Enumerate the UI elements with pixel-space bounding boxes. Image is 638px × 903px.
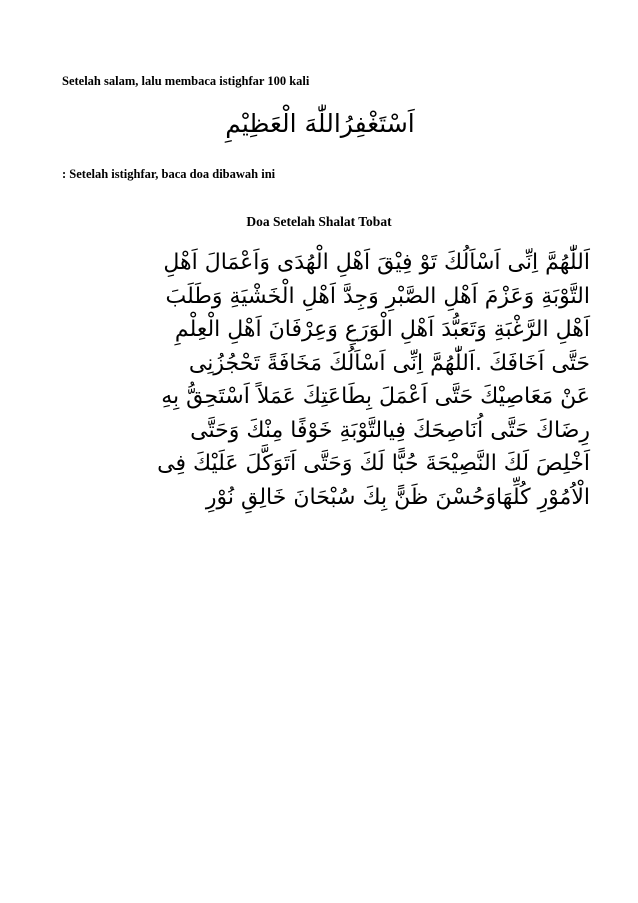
istighfar-arabic-text: اَسْتَغْفِرُاللّٰهَ الْعَظِيْمِ: [225, 109, 415, 138]
doa-arabic-text: [60, 246, 590, 514]
doa-title: Doa Setelah Shalat Tobat: [246, 214, 392, 229]
doa-line-7: اَخْلِصَ لَكَ النَّصِيْحَةَ حُبًّا لَكَ وَحَتَّى اَتَوَكَّلَ عَلَيْكَ فِى: [157, 451, 590, 476]
intro-instruction: Setelah salam, lalu membaca istighfar 100 kali: [62, 74, 310, 88]
doa-line-8: الْاُمُوْرِ كُلِّهَاوَحُسْنَ ظَنًّ بِكَ سُبْحَانَ خَالِقِ نُوْرِ: [205, 484, 590, 510]
doa-line-2: التَّوْبَةِ وَعَزْمَ اَهْلِ الصَّبْرِ وَجِدَّ اَهْلِ الْخَشْيَةِ وَطَلَبَ: [165, 283, 590, 309]
doa-line-1: اَللّٰهُمَّ اِنِّى اَسْاَلُكَ تَوْ فِيْقَ اَهْلِ الْهُدَى وَاَعْمَالَ اَهْلِ: [163, 250, 590, 275]
doa-line-6: رِضَاكَ حَتَّى اُنَاصِحَكَ فِيالتَّوْبَةِ خَوْفًا مِنْكَ وَحَتَّى: [190, 417, 590, 443]
doa-line-4: حَتَّى اَخَافَكَ .اَللّٰهُمَّ اِنِّى اَسْاَلُكَ مَخَافَةً تَحْجُزُنِى: [188, 350, 590, 376]
after-istighfar-instruction: : Setelah istighfar, baca doa dibawah ini: [62, 167, 276, 181]
doa-line-5: عَنْ مَعَاصِيْكَ حَتَّى اَعْمَلَ بِطَاعَتِكَ عَمَلاً اَسْتَحِقُّ بِهِ: [161, 384, 590, 409]
doa-line-3: اَهْلِ الرَّغْبَةِ وَتَعَبُّدَ اَهْلِ الْوَرَعِ وَعِرْفَانَ اَهْلِ الْعِلْمِ: [174, 317, 590, 342]
